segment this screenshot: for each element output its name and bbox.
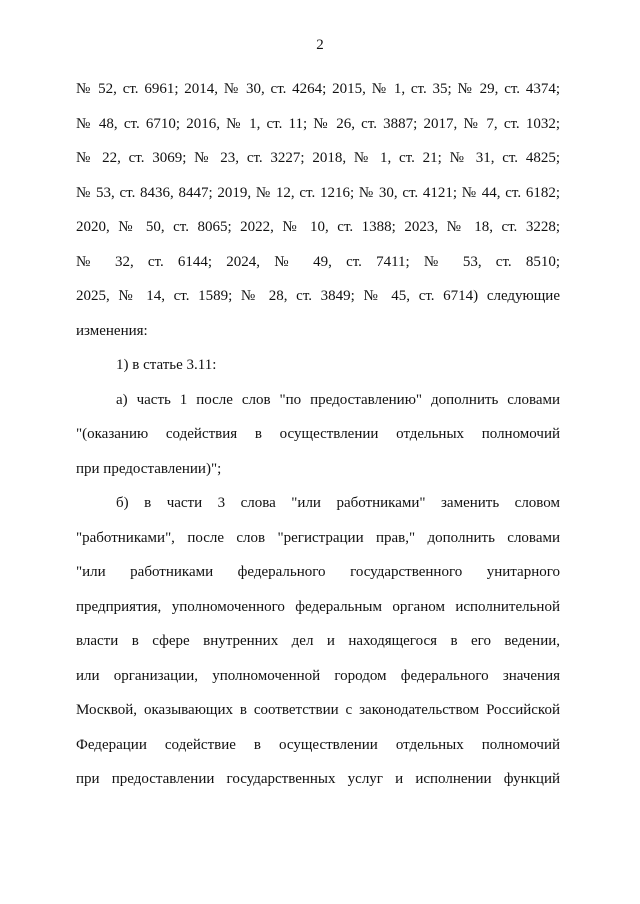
text-line: "(оказанию содействия в осуществлении отдельных полномочий xyxy=(76,426,560,442)
text-line: или организации, уполномоченной городом федерального значения xyxy=(76,667,560,684)
text-line: № 32, ст. 6144; 2024, № 49, ст. 7411; № 53, ст. 8510; xyxy=(76,253,560,270)
text-line: № 22, ст. 3069; № 23, ст. 3227; 2018, № 1, ст. 21; № 31, ст. 4825; xyxy=(76,150,560,166)
text-line: "или работниками федерального государственного унитарного xyxy=(76,564,560,580)
text-line: при предоставлении государственных услуг и исполнении функций xyxy=(76,771,560,787)
text-line: Федерации содействие в осуществлении отдельных полномочий xyxy=(76,736,560,753)
text-line: 1) в статье 3.11: xyxy=(116,357,217,373)
text-line: власти в сфере внутренних дел и находящегося в его ведении, xyxy=(76,633,560,649)
text-line: № 53, ст. 8436, 8447; 2019, № 12, ст. 1216; № 30, ст. 4121; № 44, ст. 6182; xyxy=(76,184,560,201)
text-line: предприятия, уполномоченного федеральным органом исполнительной xyxy=(76,598,560,615)
text-line: изменения: xyxy=(76,322,148,339)
text-line: 2020, № 50, ст. 8065; 2022, № 10, ст. 1388; 2023, № 18, ст. 3228; xyxy=(76,219,560,235)
text-line: № 52, ст. 6961; 2014, № 30, ст. 4264; 2015, № 1, ст. 35; № 29, ст. 4374; xyxy=(76,81,560,97)
text-line: 2025, № 14, ст. 1589; № 28, ст. 3849; № 45, ст. 6714) следующие xyxy=(76,288,560,304)
document-body xyxy=(76,72,560,797)
page-number: 2 xyxy=(316,37,324,53)
text-line: б) в части 3 слова "или работниками" заменить словом xyxy=(116,495,560,511)
text-line: при предоставлении)"; xyxy=(76,460,222,477)
text-line: "работниками", после слов "регистрации прав," дополнить словами xyxy=(76,529,560,546)
text-line: Москвой, оказывающих в соответствии с законодательством Российской xyxy=(76,702,560,718)
text-line: № 48, ст. 6710; 2016, № 1, ст. 11; № 26, ст. 3887; 2017, № 7, ст. 1032; xyxy=(76,115,560,132)
text-line: а) часть 1 после слов "по предоставлению" дополнить словами xyxy=(116,391,560,408)
